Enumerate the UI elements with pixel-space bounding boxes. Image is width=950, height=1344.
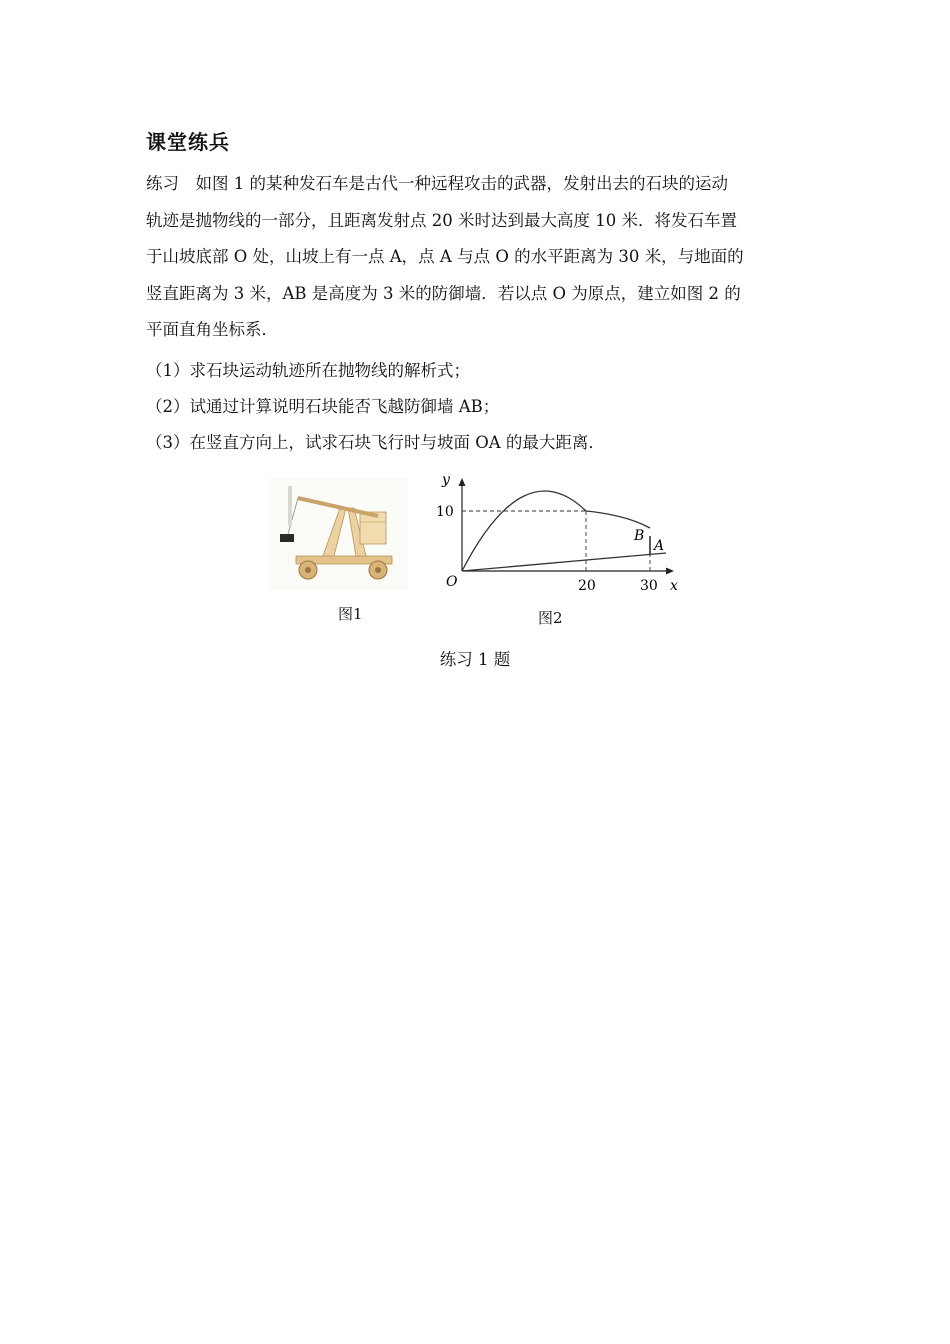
question-1: （1）求石块运动轨迹所在抛物线的解析式； [146,361,470,380]
tick-10: 10 [436,504,454,520]
point-b-label: B [634,528,645,544]
figure-2-caption: 图2 [538,609,563,627]
x-axis-arrow [666,568,674,575]
slope-line [462,553,666,571]
origin-label: O [446,574,458,590]
exercise-text [146,166,810,349]
exercise-line: 于山坡底部 O 处，山坡上有一点 A，点 A 与点 O 的水平距离为 30 米，与地面的 [146,247,744,266]
y-axis-arrow [459,478,466,486]
question-2: （2）试通过计算说明石块能否飞越防御墙 AB； [146,397,500,416]
point-a-label: A [654,538,665,554]
exercise-line: 轨迹是抛物线的一部分，且距离发射点 20 米时达到最大高度 10 米．将发石车置 [146,210,737,230]
catapult-photo [268,478,408,590]
y-axis-label: y [442,472,450,488]
x-axis-label: x [670,578,678,594]
figure-caption: 练习 1 题 [439,650,511,669]
trajectory-diagram [430,468,692,598]
exercise-line: 平面直角坐标系． [146,320,278,339]
question-list [146,353,605,461]
figure-1-caption: 图1 [338,605,363,623]
trajectory-curve [462,491,650,571]
question-3: （3）在竖直方向上，试求石块飞行时与坡面 OA 的最大距离． [146,433,605,452]
tick-30: 30 [640,578,658,594]
exercise-line: 竖直距离为 3 米，AB 是高度为 3 米的防御墙．若以点 O 为原点，建立如图 2 的 [146,283,741,303]
section-title: 课堂练兵 [146,130,230,154]
exercise-line: 练习 如图 1 的某种发石车是古代一种远程攻击的武器，发射出去的石块的运动 [146,174,728,193]
tick-20: 20 [578,578,596,594]
